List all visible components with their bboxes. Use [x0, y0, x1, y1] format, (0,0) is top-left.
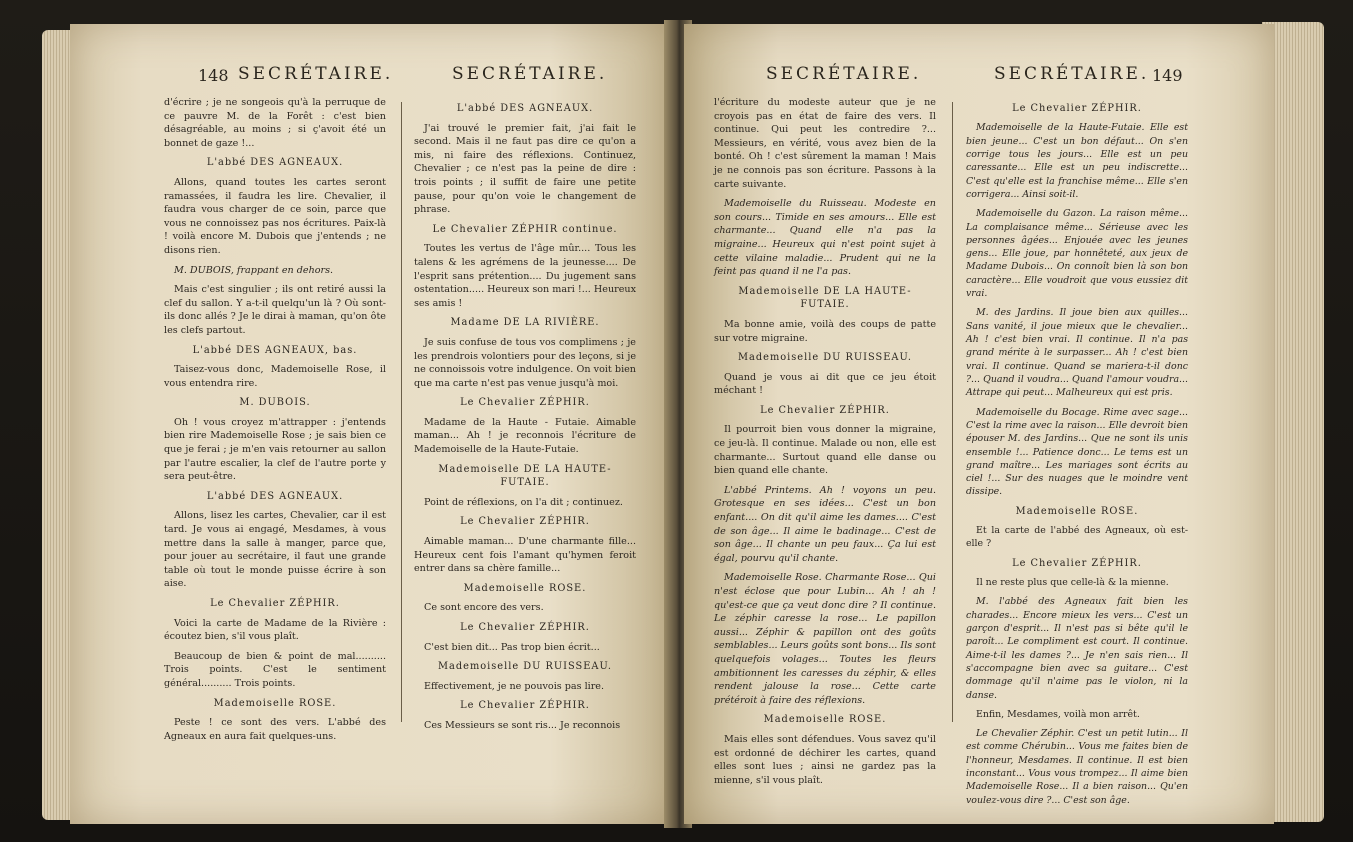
paragraph: Effectivement, je ne pouvois pas lire. — [424, 680, 605, 692]
column-rule — [952, 102, 953, 722]
speaker-label: Le Chevalier ZÉPHIR. — [460, 700, 590, 712]
paragraph: Mais elles sont défendues. Vous savez qu'il est ordonné de déchirer les cartes, quand elles sont lues ; ainsi ne gardez pas la mienne, s'il vous plaît. — [714, 733, 936, 786]
paragraph: Beaucoup de bien & point de mal.......... Trois points. C'est le sentiment général.......... Trois points. — [164, 650, 386, 689]
paragraph: Mademoiselle Rose. Charmante Rose... Qui n'est éclose que pour Lubin... Ah ! ah ! qu'est-ce que ça veut donc dire ? Il continue. Le zéphir caresse la rose... Le papillon aussi... Zéphir & papillon ont des goûts semblables... Leurs goûts sont bons... Ils sont quelquefois volages... Toutes les fleurs ambitionnent les caresses du zéphir, & elles rendent jalouse la rose... Cette carte prétéroit à faire des réflexions. — [714, 572, 936, 706]
speaker-label: Mademoiselle ROSE. — [763, 714, 887, 726]
speaker-label: Le Chevalier ZÉPHIR. — [1012, 103, 1142, 114]
paragraph: Allons, quand toutes les cartes seront ramassées, il faudra les lire. Chevalier, il faudra vous charger de ce soin, parce que vous ne connoissez pas nos écritures. Paix-là ! voilà encore M. Dubois que j'entends ; ne disons rien. — [164, 176, 386, 256]
paragraph: Quand je vous ai dit que ce jeu étoit méchant ! — [714, 371, 936, 397]
paragraph: Taisez-vous donc, Mademoiselle Rose, il vous entendra rire. — [164, 364, 386, 389]
paragraph: Il pourroit bien vous donner la migraine, ce jeu-là. Il continue. Malade ou non, elle est charmante... Surtout quand elle danse ou bien quand elle chante. — [714, 424, 936, 477]
paragraph: Mais c'est singulier ; ils ont retiré aussi la clef du sallon. Y a-t-il quelqu'un là ? Où sont-ils donc allés ? Je le dirai à maman, qu'on ôte les clefs partout. — [164, 284, 386, 336]
paragraph: Ma bonne amie, voilà des coups de patte sur votre migraine. — [714, 318, 936, 344]
speaker-label: L'abbé DES AGNEAUX. — [206, 490, 344, 502]
speaker-label: Mademoiselle ROSE. — [213, 697, 337, 709]
speaker-label: Le Chevalier ZÉPHIR. — [460, 397, 590, 409]
speaker-label: Mademoiselle DU RUISSEAU. — [738, 352, 912, 364]
speaker-label: L'abbé DES AGNEAUX. — [456, 103, 594, 114]
paragraph: Je suis confuse de tous vos complimens ; je les prendrois volontiers pour des leçons, si je ne connoissois votre indulgence. On voit bien que ma carte n'est pas venue jusqu'à moi. — [414, 336, 636, 389]
paragraph: Il ne reste plus que celle-là & la mienne. — [976, 577, 1169, 588]
speaker-label: Mademoiselle DU RUISSEAU. — [438, 661, 612, 673]
speaker-label: Le Chevalier ZÉPHIR continue. — [432, 223, 618, 235]
paragraph: d'écrire ; je ne songeois qu'à la perruque de ce pauvre M. de la Forêt : c'est bien désagréable, au moins ; si ç'avoit été un bonnet de gaze !... — [164, 97, 386, 149]
speaker-label: Madame DE LA RIVIÈRE. — [450, 317, 600, 329]
stage-direction: M. DUBOIS, frappant en dehors. — [174, 264, 334, 276]
paragraph: Voici la carte de Madame de la Rivière : écoutez bien, s'il vous plaît. — [164, 617, 386, 643]
column-rule — [401, 102, 402, 722]
paragraph: Ce sont encore des vers. — [424, 602, 544, 614]
running-head: SECRÉTAIRE. — [452, 64, 608, 84]
paragraph: Mademoiselle du Gazon. La raison même... La complaisance même... Sérieuse avec les personnes âgées... Enjouée avec les jeunes gens... Elle joue, par honnêteté, aux jeux de Madame Dubois... On connoît bien là son bon caractère... Elle voudroit que vous eussiez dit vrai. — [966, 208, 1188, 300]
paragraph: Peste ! ce sont des vers. L'abbé des Agneaux en aura fait quelques-uns. — [164, 717, 386, 742]
paragraph: Ces Messieurs se sont ris... Je reconnois — [424, 719, 621, 731]
paragraph: Et la carte de l'abbé des Agneaux, où est-elle ? — [966, 525, 1188, 550]
paragraph: Madame de la Haute - Futaie. Aimable maman... Ah ! je reconnois l'écriture de Mademoiselle de la Haute-Futaie. — [414, 416, 636, 456]
speaker-label: Mademoiselle ROSE. — [1015, 505, 1139, 517]
running-head: SECRÉTAIRE. — [238, 64, 394, 84]
page-number: 149 — [1152, 66, 1183, 85]
speaker-label: Le Chevalier ZÉPHIR. — [460, 516, 590, 528]
paragraph: C'est bien dit... Pas trop bien écrit... — [424, 641, 600, 653]
paragraph: Mademoiselle de la Haute-Futaie. Elle est bien jeune... C'est un bon défaut... On s'en corrige tous les jours... Elle est un peu caressante... Elle est un peu indiscrette... C'est qu'elle est la franchise même... Elle s'en corrigera... Ainsi soit-il. — [966, 122, 1188, 200]
paragraph: l'écriture du modeste auteur que je ne croyois pas en état de faire des vers. Il continue. Qui peut les contredire ?... Messieurs, en vérité, vous avez bien de la bonté. Oh ! c'est sûrement la maman ! Mais je ne connois pas son écriture. Passons à la carte suivante. — [714, 97, 936, 190]
speaker-label: Le Chevalier ZÉPHIR. — [210, 598, 340, 609]
text-column-2 — [414, 96, 636, 739]
paragraph: Le Chevalier Zéphir. C'est un petit lutin... Il est comme Chérubin... Vous me faites bien de l'honneur, Mesdames. Il continue. Il est bien inconstant... Vous vous trompez... Il aime bien Mademoiselle Rose... Il a bien raison... Qu'en voulez-vous dire ?... C'est son âge. — [966, 728, 1188, 806]
text-column-1 — [714, 96, 936, 793]
left-page — [70, 24, 670, 824]
paragraph: M. l'abbé des Agneaux fait bien les charades... Encore mieux les vers... C'est un garçon d'esprit... Il n'est pas si bête qu'il le paroît... Le compliment est court. Il continue. Aime-t-il les dames ?... Je n'en sais rien... Il s'accompagne bien avec sa guitare... C'est dommage qu'il n'aime pas le violon, ni la danse. — [966, 596, 1188, 701]
paragraph: Mademoiselle du Bocage. Rime avec sage... C'est la rime avec la raison... Elle devroit bien épouser M. des Jardins... Que ne sont ils unis ensemble !... Patience donc... Le tems est un grand maître... Les mariages sont écrits au ciel !... Sur des nuages que le moindre vent dissipe. — [966, 406, 1188, 498]
speaker-label: Le Chevalier ZÉPHIR. — [460, 622, 590, 633]
speaker-label: Mademoiselle DE LA HAUTE-FUTAIE. — [438, 463, 612, 489]
text-column-1 — [164, 96, 386, 749]
paragraph: L'abbé Printems. Ah ! voyons un peu. Grotesque en ses idées... C'est un bon enfant.... On dit qu'il aime les dames.... C'est de son âge... Il aime le badinage... C'est de son âge... Il chante un peu faux... Ça lui est égal, pourvu qu'il chante. — [714, 484, 936, 564]
paragraph: Enfin, Mesdames, voilà mon arrêt. — [976, 708, 1140, 720]
paragraph: Point de réflexions, on l'a dit ; continuez. — [424, 496, 623, 508]
speaker-label: L'abbé DES AGNEAUX, bas. — [192, 344, 358, 356]
speaker-label: Le Chevalier ZÉPHIR. — [760, 404, 890, 416]
paragraph: Toutes les vertus de l'âge mûr.... Tous les talens & les agrémens de la jeunesse.... De l'esprit sans prétention.... Du jugement sans ostentation..... Heureux son mari !... Heureux ses amis ! — [414, 243, 636, 309]
paragraph: Allons, lisez les cartes, Chevalier, car il est tard. Je vous ai engagé, Mesdames, à vous mettre dans la salle à manger, parce que, pour jouer au secrétaire, il faut une grande table où tout le monde puisse écrire à son aise. — [164, 510, 386, 590]
running-head: SECRÉTAIRE. — [994, 64, 1150, 84]
paragraph: Oh ! vous croyez m'attrapper : j'entends bien rire Mademoiselle Rose ; je sais bien ce que je ferai ; je m'en vais retourner au sallon par l'autre escalier, la clef de l'autre porte y sera peut-être. — [164, 416, 386, 483]
speaker-label: Mademoiselle ROSE. — [463, 582, 587, 594]
speaker-label: M. DUBOIS. — [239, 397, 311, 409]
paragraph: M. des Jardins. Il joue bien aux quilles... Sans vanité, il joue mieux que le chevalier... Ah ! c'est bien vrai. Il continue. Il n'a pas grand mérite à le surpasser... Ah ! c'est bien vrai. Il continue. Quand se mariera-t-il donc ?... Quand il voudra... Quand l'amour voudra... Attrape qui peut... Malheureux qui est pris. — [966, 307, 1188, 399]
speaker-label: Mademoiselle DE LA HAUTE-FUTAIE. — [738, 285, 912, 311]
speaker-label: Le Chevalier ZÉPHIR. — [1012, 557, 1142, 569]
paragraph: Mademoiselle du Ruisseau. Modeste en son cours... Timide en ses amours... Elle est charmante... Quand elle n'a pas la migraine... Heureux qui n'est point sujet à cette vilaine maladie... Prudent qui ne la feint pas quand il ne l'a pas. — [714, 198, 936, 278]
paragraph: J'ai trouvé le premier fait, j'ai fait le second. Mais il ne faut pas dire ce qu'on a mis, ni faire des réflexions. Continuez, Chevalier ; ce n'est pas la peine de dire : trois points ; il suffit de faire une petite pause, pour qu'on voie le changement de phrase. — [414, 122, 636, 216]
text-column-2 — [966, 96, 1188, 813]
speaker-label: L'abbé DES AGNEAUX. — [206, 157, 344, 169]
paragraph: Aimable maman... D'une charmante fille... Heureux cent fois l'amant qu'hymen feroit entrer dans sa chère famille... — [414, 536, 636, 575]
right-page — [684, 24, 1274, 824]
page-number: 148 — [198, 66, 229, 85]
running-head: SECRÉTAIRE. — [766, 64, 922, 84]
